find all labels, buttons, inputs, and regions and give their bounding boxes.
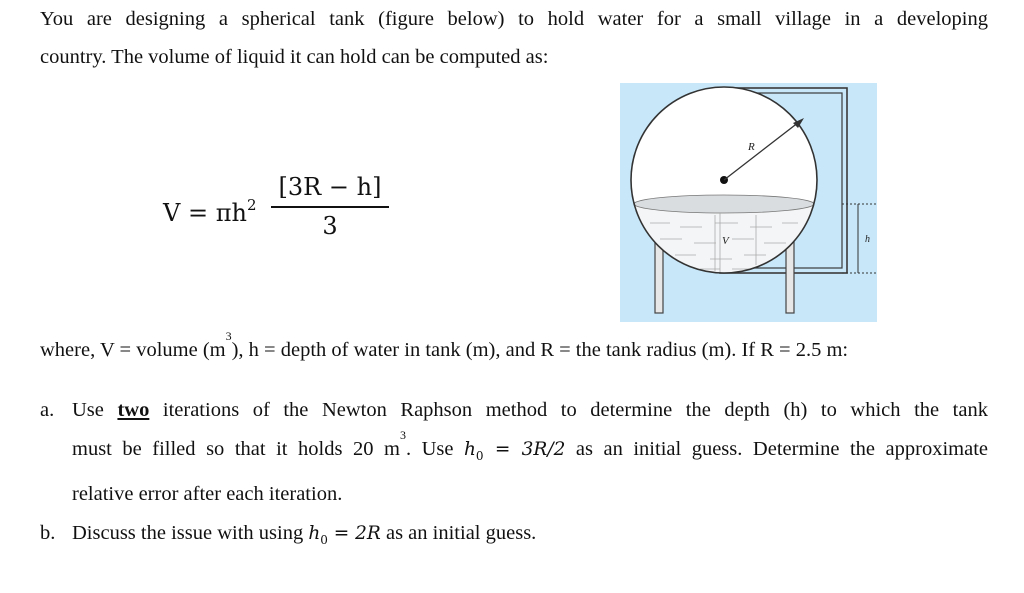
qa-math-eq: = 3R/2 — [483, 438, 566, 460]
question-b-line — [72, 514, 988, 560]
volume-label: V — [722, 235, 729, 247]
formula-lhs-text: V = πh — [163, 199, 247, 227]
definitions-sup: 3 — [225, 329, 232, 343]
intro-line-1: You are designing a spherical tank (figure below) to hold water for a small village in a developing — [40, 8, 988, 30]
question-a-line-3: relative error after each iteration. — [72, 483, 343, 506]
qa-math-sub: 0 — [475, 448, 484, 463]
definitions-text-2: ), h = depth of water in tank (m), and R = the tank radius (m). If R = 2.5 m: — [231, 339, 849, 361]
formula-lhs — [163, 198, 256, 227]
radius-label: R — [748, 141, 755, 153]
depth-label: h — [865, 234, 870, 245]
spherical-tank-figure — [620, 83, 877, 322]
qa-emphasis-two: two — [117, 399, 150, 421]
question-b-label: b. — [40, 521, 56, 544]
question-a-body — [72, 391, 988, 514]
qa-l2-mid: . Use — [405, 437, 464, 460]
tank-diagram — [620, 83, 877, 322]
question-list — [40, 391, 988, 559]
qa-l2-after: as an initial guess. Determine the approximate — [565, 437, 988, 460]
question-a-line-2 — [72, 427, 988, 476]
intro-line-2: country. The volume of liquid it can hold can be computed as: — [40, 46, 549, 68]
formula-fraction — [271, 170, 389, 242]
intro-paragraph — [40, 0, 988, 76]
qa-l2-before: must be filled so that it holds 20 m — [72, 437, 400, 460]
question-a-line-1 — [72, 391, 988, 430]
qa-l1-before: Use — [72, 399, 118, 421]
definitions-text-1: where, V = volume (m — [40, 339, 226, 361]
qb-before: Discuss the issue with using — [72, 521, 309, 544]
definitions-line — [40, 331, 988, 369]
qb-math-eq: = 2R — [327, 522, 381, 544]
qb-math-h: h — [308, 522, 321, 544]
qb-after: as an initial guess. — [380, 521, 537, 544]
formula-exponent: 2 — [246, 196, 257, 214]
qa-l1-after: iterations of the Newton Raphson method to determine the depth (h) to which the tank — [149, 399, 988, 421]
water-surface — [634, 195, 814, 213]
question-b — [40, 514, 988, 560]
formula-denominator: 3 — [322, 211, 338, 240]
question-b-body — [72, 514, 988, 560]
qa-l2-sup: 3 — [399, 427, 406, 442]
question-a — [40, 391, 988, 514]
question-a-label: a. — [40, 399, 55, 421]
qb-math-sub: 0 — [320, 532, 328, 547]
formula-numerator: [3R − h] — [278, 173, 382, 201]
qa-math-h: h — [464, 438, 476, 460]
